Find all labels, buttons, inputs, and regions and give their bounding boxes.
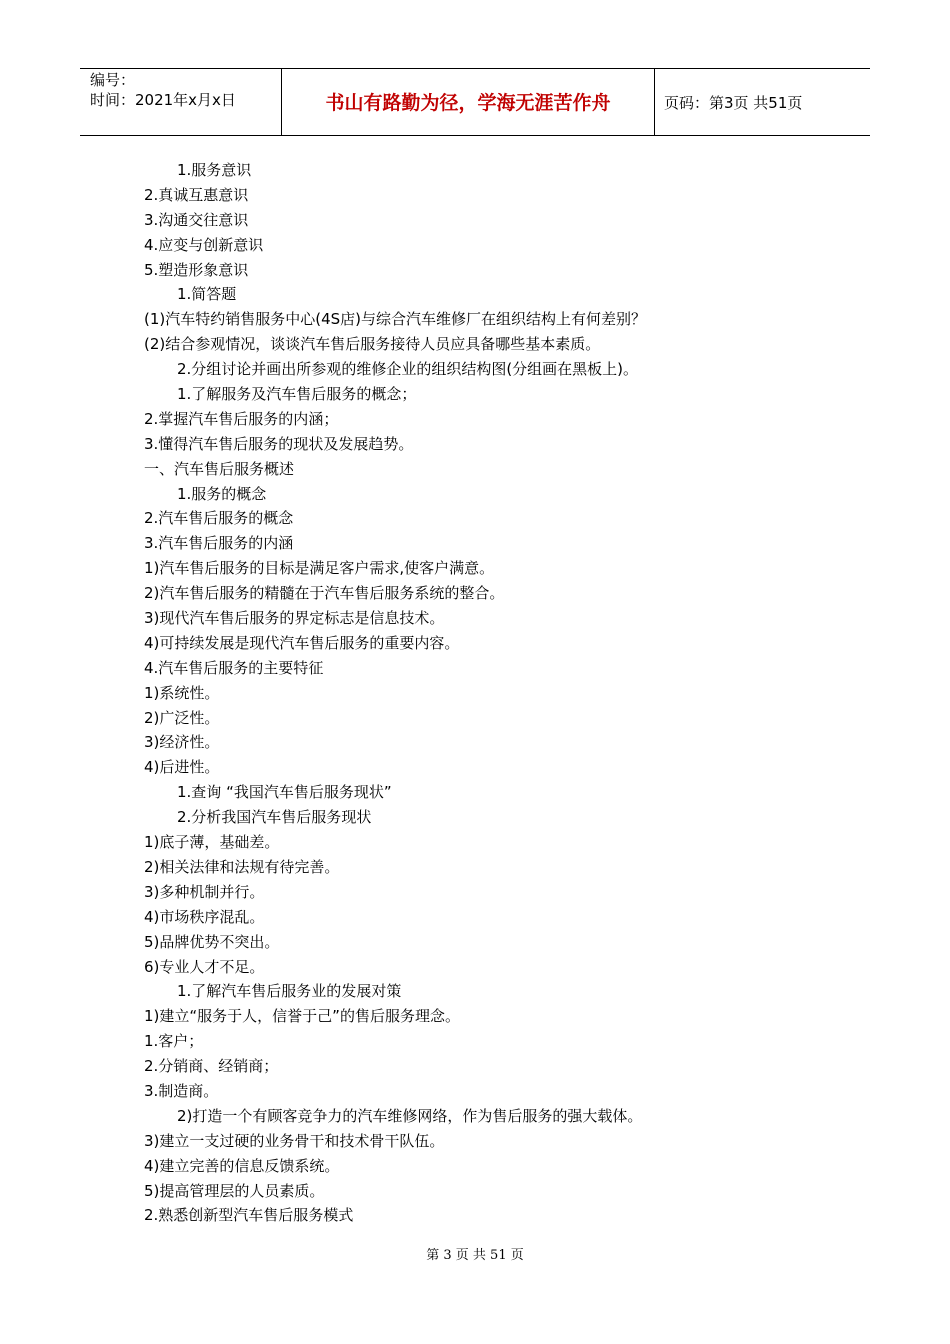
body-line: 3)现代汽车售后服务的界定标志是信息技术。 — [144, 609, 445, 628]
body-line: 3)多种机制并行。 — [144, 882, 265, 901]
body-line: 1.查询 “我国汽车售后服务现状” — [177, 783, 392, 802]
body-line: 4)可持续发展是现代汽车售后服务的重要内容。 — [144, 633, 460, 652]
body-line: 2.分销商、经销商； — [144, 1057, 279, 1076]
body-line: 2.汽车售后服务的概念 — [144, 509, 294, 528]
body-line: 5)品牌优势不突出。 — [144, 932, 280, 951]
document-date-label: 时间：2021年x月x日 — [90, 91, 236, 109]
body-line: 4.应变与创新意识 — [144, 235, 264, 254]
body-line: 2.真诚互惠意识 — [144, 185, 249, 204]
body-line: 2)相关法律和法规有待完善。 — [144, 857, 340, 876]
body-line: 4)后进性。 — [144, 758, 220, 777]
body-line: 3)建立一支过硬的业务骨干和技术骨干队伍。 — [144, 1131, 445, 1150]
page-footer: 第 3 页 共 51 页 — [426, 1248, 524, 1263]
body-line: 6)专业人才不足。 — [144, 957, 265, 976]
body-line: 4)市场秩序混乱。 — [144, 907, 265, 926]
body-line: 1.服务意识 — [177, 161, 252, 179]
body-line: 4.汽车售后服务的主要特征 — [144, 658, 324, 677]
body-line: 1)建立“服务于人，信誉于己”的售后服务理念。 — [144, 1007, 460, 1026]
body-line: 1.客户； — [144, 1032, 204, 1051]
body-line: 一、汽车售后服务概述 — [144, 459, 295, 478]
body-line: 1.了解服务及汽车售后服务的概念； — [177, 385, 417, 404]
page-header — [80, 68, 870, 136]
document-body — [144, 158, 844, 1228]
body-line: 1)底子薄，基础差。 — [144, 833, 280, 852]
body-line: 1)系统性。 — [144, 683, 220, 702]
body-line: 3.懂得汽车售后服务的现状及发展趋势。 — [144, 434, 414, 453]
body-line: 2)广泛性。 — [144, 708, 220, 727]
header-page-cell — [654, 69, 870, 135]
document-number-label: 编号： — [90, 71, 136, 89]
body-line: 3.制造商。 — [144, 1081, 219, 1100]
body-line: 2.分组讨论并画出所参观的维修企业的组织结构图(分组画在黑板上)。 — [177, 360, 639, 379]
body-line: 5)提高管理层的人员素质。 — [144, 1181, 325, 1200]
body-line: 2.掌握汽车售后服务的内涵； — [144, 409, 339, 428]
body-line: 4)建立完善的信息反馈系统。 — [144, 1156, 340, 1175]
body-line: 1)汽车售后服务的目标是满足客户需求,使客户满意。 — [144, 559, 495, 578]
header-page-number: 页码：第3页 共51页 — [664, 94, 803, 112]
header-motto: 书山有路勤为径，学海无涯苦作舟 — [325, 92, 611, 114]
header-motto-cell — [281, 69, 655, 135]
body-line: 1.简答题 — [177, 285, 237, 304]
body-line: 3.沟通交往意识 — [144, 210, 249, 229]
body-line: 3)经济性。 — [144, 733, 220, 752]
header-info-cell — [80, 69, 281, 135]
body-line: 2)汽车售后服务的精髓在于汽车售后服务系统的整合。 — [144, 584, 505, 603]
body-line: 3.汽车售后服务的内涵 — [144, 534, 294, 553]
body-line: 1.了解汽车售后服务业的发展对策 — [177, 982, 402, 1001]
body-line: 2.分析我国汽车售后服务现状 — [177, 808, 372, 827]
body-line: (2)结合参观情况，谈谈汽车售后服务接待人员应具备哪些基本素质。 — [144, 335, 601, 354]
body-line: 1.服务的概念 — [177, 484, 267, 503]
body-line: 2)打造一个有顾客竞争力的汽车维修网络，作为售后服务的强大载体。 — [177, 1106, 643, 1125]
body-line: 2.熟悉创新型汽车售后服务模式 — [144, 1206, 354, 1225]
body-line: 5.塑造形象意识 — [144, 260, 249, 279]
body-line: (1)汽车特约销售服务中心(4S店)与综合汽车维修厂在组织结构上有何差别？ — [144, 310, 647, 329]
